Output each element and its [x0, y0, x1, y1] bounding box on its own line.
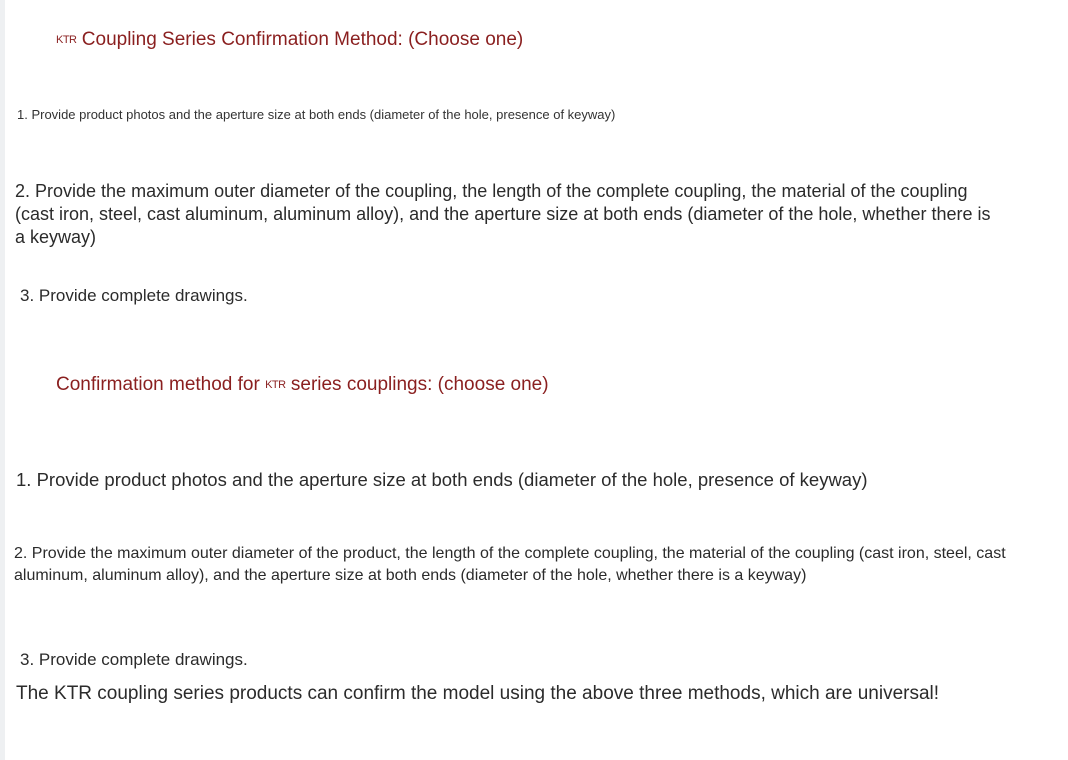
- section2-heading: [56, 374, 549, 396]
- section1-heading-garbled-prefix: KTR: [56, 34, 77, 46]
- page-left-border: [0, 0, 5, 760]
- section2-heading-before: Confirmation method for: [56, 374, 266, 395]
- section1-heading-text: Coupling Series Confirmation Method: (Choose one): [76, 29, 524, 50]
- section2-heading-garbled: KTR: [265, 379, 286, 391]
- section1-item2: 2. Provide the maximum outer diameter of the coupling, the length of the complete coupling, the material of the coupling (cast iron, steel, cast aluminum, aluminum alloy), and the aperture size at both ends (diameter of the hole, whether there is a keyway): [15, 181, 991, 247]
- footer-note: The KTR coupling series products can confirm the model using the above three methods, which are universal!: [16, 683, 940, 704]
- section2-item3: 3. Provide complete drawings.: [20, 650, 248, 669]
- section2-heading-after: series couplings: (choose one): [285, 374, 549, 395]
- section2-item1: 1. Provide product photos and the aperture size at both ends (diameter of the hole, presence of keyway): [16, 469, 868, 490]
- section2-item2: 2. Provide the maximum outer diameter of the product, the length of the complete coupling, the material of the coupling (cast iron, steel, cast aluminum, aluminum alloy), and the aperture size at both ends (diameter of the hole, whether there is a keyway): [14, 545, 1006, 584]
- section1-heading: [56, 29, 523, 51]
- section1-item3: 3. Provide complete drawings.: [20, 286, 248, 305]
- section1-item1: 1. Provide product photos and the aperture size at both ends (diameter of the hole, presence of keyway): [17, 107, 616, 122]
